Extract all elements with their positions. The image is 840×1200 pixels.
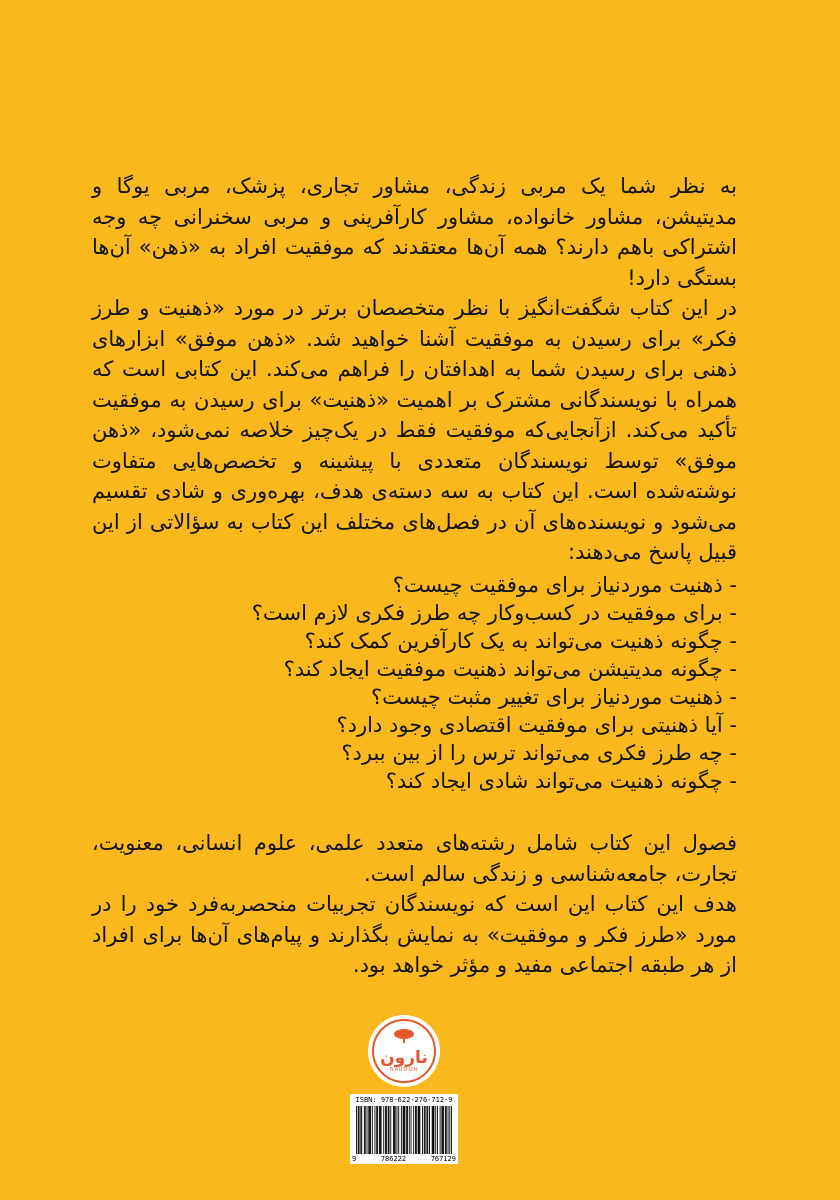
barcode-bar [356, 1106, 357, 1154]
question-item: - چگونه مدیتیشن می‌تواند ذهنیت موفقیت ایجاد کند؟ [283, 657, 737, 681]
barcode-bar [398, 1106, 399, 1154]
barcode-bar [422, 1106, 423, 1154]
barcode-bar [364, 1106, 365, 1154]
barcode-bar [370, 1106, 371, 1154]
barcode-bar [418, 1106, 419, 1154]
question-item: - چگونه ذهنیت می‌تواند شادی ایجاد کند؟ [385, 769, 737, 793]
publisher-logo-subtext: NAROON [389, 1066, 419, 1073]
barcode-bar [403, 1106, 404, 1154]
publisher-logo-ring [372, 1019, 436, 1083]
barcode-digit-group: 767129 [430, 1155, 456, 1163]
barcode-bar [377, 1106, 378, 1154]
barcode-bar [358, 1106, 359, 1154]
question-item: - آیا ذهنیتی برای موفقیت اقتصادی وجود دارد؟ [336, 713, 737, 737]
barcode-bar [376, 1106, 377, 1154]
barcode-bar [413, 1106, 414, 1154]
question-list [92, 571, 737, 795]
barcode-bar [368, 1106, 369, 1154]
barcode-bar [401, 1106, 402, 1154]
barcode-bar [381, 1106, 382, 1154]
intro-paragraph-2: در این کتاب شگفت‌انگیز با نظر متخصصان برتر در مورد «ذهنیت و طرز فکر» برای رسیدن به موفقیت آشنا خواهید شد. «ذهن موفق» ابزارهای ذهنی برای رسیدن شما به اهدافتان را فراهم می‌کند. این کتابی است که همراه با نویسندگانی مشترک بر اهمیت «ذهنیت» برای رسیدن به موفقیت تأکید می‌کند. ازآنجایی‌که موفقیت فقط در یک‌چیز خلاصه نمی‌شود، «ذهن موفق» توسط نویسندگان متعددی با پیشینه و تخصص‌هایی متفاوت نوشته‌شده است. این کتاب به سه دسته‌ی هدف، بهره‌وری و شادی تقسیم می‌شود و نویسنده‌های آن در فصل‌های مختلف این کتاب به سؤالاتی از این قبیل پاسخ می‌دهند: [92, 296, 737, 564]
question-item: - ذهنیت موردنیاز برای تغییر مثبت چیست؟ [371, 685, 737, 709]
barcode-bar [360, 1106, 361, 1154]
barcode-bar [397, 1106, 398, 1154]
barcode-bar [424, 1106, 425, 1154]
barcode-digit-group: 9 [352, 1155, 357, 1163]
barcode-bar [427, 1106, 428, 1154]
barcode-bar [394, 1106, 395, 1154]
barcode-bar [433, 1106, 434, 1154]
barcode-digit-group: 786222 [380, 1155, 407, 1163]
barcode-bar [443, 1106, 444, 1154]
barcode-bar [379, 1106, 380, 1154]
tree-icon [393, 1029, 415, 1043]
question-item: - برای موفقیت در کسب‌وکار چه طرز فکری لازم است؟ [251, 601, 737, 625]
barcode-bar [372, 1106, 373, 1154]
barcode-bar [388, 1106, 389, 1154]
publisher-logo [368, 1015, 440, 1087]
barcode-bar [380, 1106, 381, 1154]
barcode-bar [365, 1106, 366, 1154]
barcode-bar [419, 1106, 420, 1154]
outro-paragraph-1: فصول این کتاب شامل رشته‌های متعدد علمی، علوم انسانی، معنویت، تجارت، جامعه‌شناسی و زندگی سالم است. [92, 831, 737, 886]
barcode-bar [409, 1106, 410, 1154]
barcode-bar [393, 1106, 394, 1154]
question-item: - چگونه ذهنیت می‌تواند به یک کارآفرین کمک کند؟ [304, 629, 737, 653]
barcode-bar [411, 1106, 412, 1154]
barcode-digits [352, 1155, 456, 1163]
outro-text [92, 828, 737, 981]
question-item: - چه طرز فکری می‌تواند ترس را از بین ببرد؟ [341, 741, 737, 765]
intro-text [92, 171, 737, 568]
outro-paragraph-2: هدف این کتاب این است که نویسندگان تجربیات منحصربه‌فرد خود را در مورد «طرز فکر و موفقیت» به نمایش بگذارند و پیام‌های آن‌ها برای افراد از هر طبقه اجتماعی مفید و مؤثر خواهد بود. [92, 892, 737, 977]
barcode-bar [390, 1106, 391, 1154]
barcode-bar [434, 1106, 435, 1154]
barcode-bar [416, 1106, 417, 1154]
barcode-bar [383, 1106, 384, 1154]
barcode-bar [389, 1106, 390, 1154]
isbn-barcode [350, 1094, 458, 1164]
barcode-bar [448, 1106, 449, 1154]
barcode-bar [432, 1106, 433, 1154]
barcode-bar [395, 1106, 396, 1154]
barcode-bar [419, 1106, 420, 1154]
barcode-bar [407, 1106, 408, 1154]
barcode-bar [359, 1106, 360, 1154]
publisher-logo-word: نارون [380, 1047, 428, 1068]
barcode-bar [385, 1106, 386, 1154]
barcode-bar [426, 1106, 427, 1154]
barcode-bar [451, 1106, 452, 1154]
barcode-bar [415, 1106, 416, 1154]
question-item: - ذهنیت موردنیاز برای موفقیت چیست؟ [392, 573, 737, 597]
barcode-bar [367, 1106, 368, 1154]
barcode-bar [386, 1106, 387, 1154]
barcode-bars [350, 1094, 458, 1164]
barcode-bar [442, 1106, 443, 1154]
barcode-bar [375, 1106, 376, 1154]
barcode-bar [449, 1106, 450, 1154]
intro-paragraph-1: به نظر شما یک مربی زندگی، مشاور تجاری، پزشک، مربی یوگا و مدیتیشن، مشاور خانواده، مشاور کارآفرینی و مربی سخنرانی چه وجه اشتراکی باهم دارند؟ همه آن‌ها معتقدند که موفقیت افراد به «ذهن» آن‌ها بستگی دارد! [92, 174, 737, 290]
barcode-bar [440, 1106, 441, 1154]
barcode-bar [445, 1106, 446, 1154]
barcode-bar [441, 1106, 442, 1154]
barcode-bar [404, 1106, 405, 1154]
barcode-bar [406, 1106, 407, 1154]
barcode-bar [429, 1106, 430, 1154]
barcode-bar [437, 1106, 438, 1154]
barcode-bar [361, 1106, 362, 1154]
barcode-bar [404, 1106, 405, 1154]
barcode-bar [446, 1106, 447, 1154]
barcode-bar [435, 1106, 436, 1154]
barcode-bar [369, 1106, 370, 1154]
barcode-bar [425, 1106, 426, 1154]
isbn-label: ISBN: 978-622-276-712-9 [355, 1096, 453, 1104]
